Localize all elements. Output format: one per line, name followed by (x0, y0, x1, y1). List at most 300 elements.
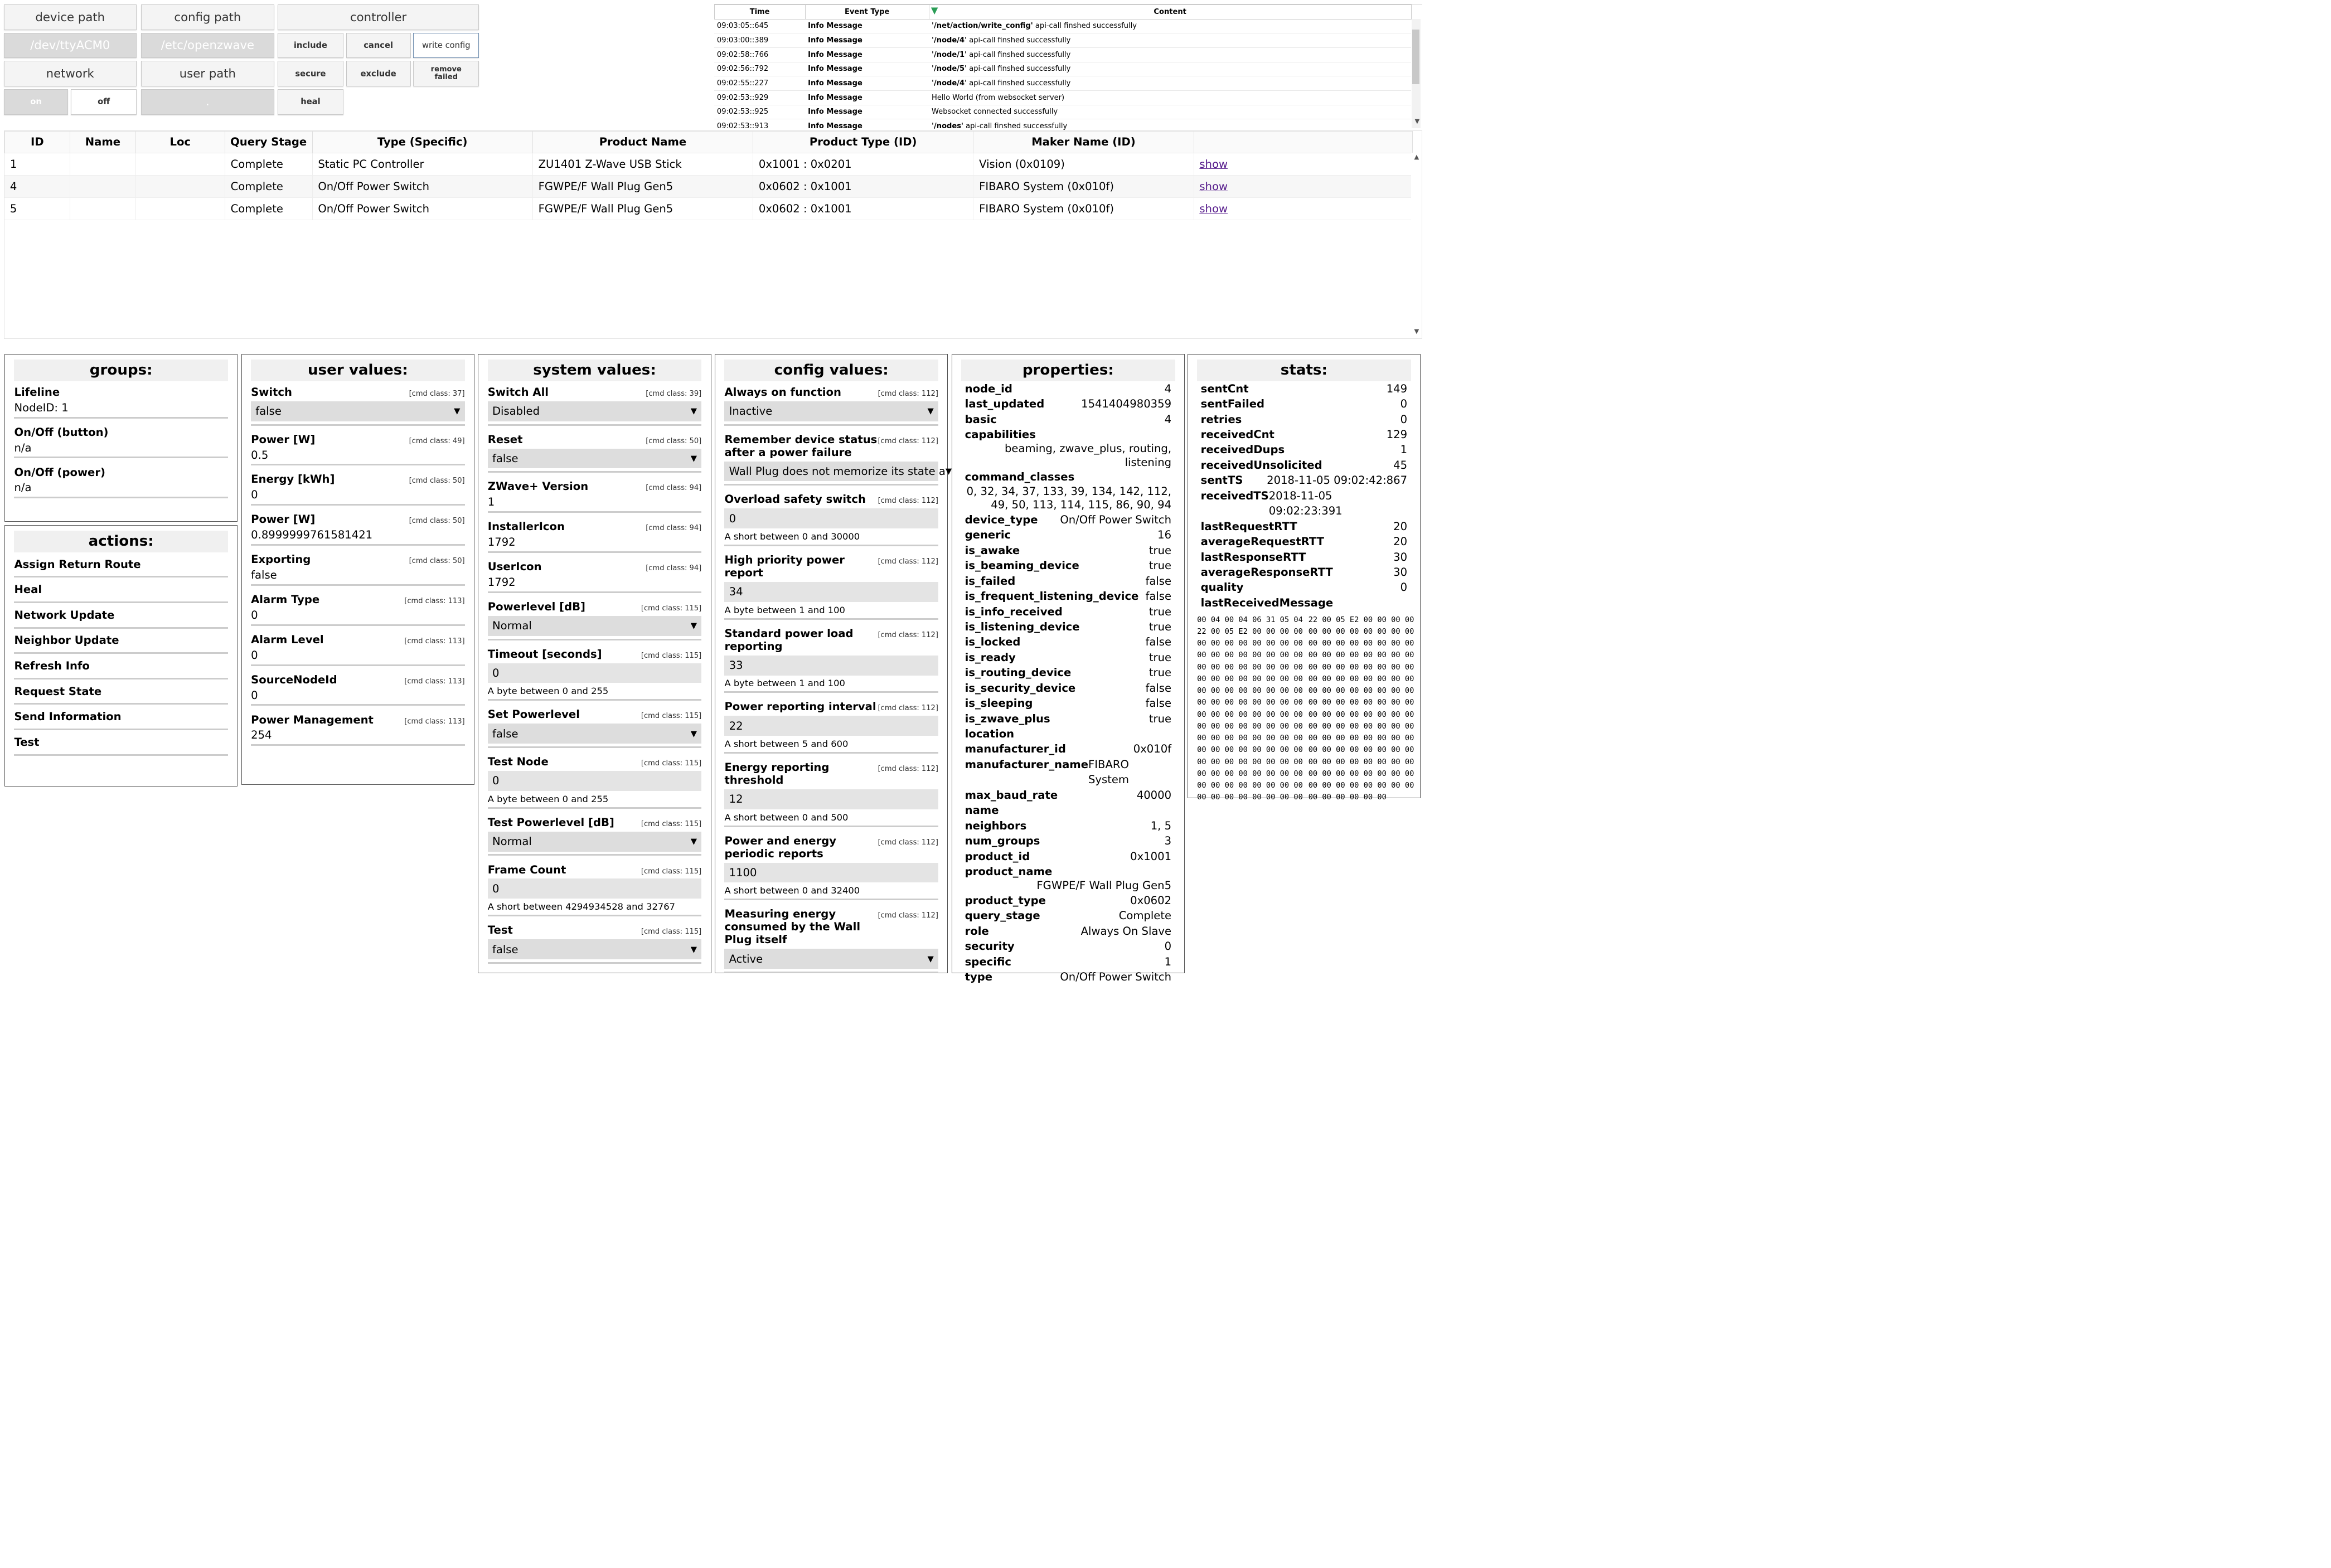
hex-line: 00 00 00 00 00 00 00 00 (1197, 757, 1303, 766)
network-label: network (4, 61, 137, 86)
value-select[interactable] (724, 401, 938, 421)
value-input[interactable]: 0 (488, 663, 701, 683)
value-input[interactable]: 0 (488, 771, 701, 791)
node-row[interactable] (4, 153, 1412, 175)
value-select[interactable] (488, 401, 701, 421)
value-input[interactable]: 0 (488, 878, 701, 899)
value-item (488, 648, 701, 701)
cmd-class: [cmd class: 50] (409, 557, 465, 566)
nodes-header[interactable] (1194, 131, 1412, 153)
log-content (929, 90, 1411, 105)
property-row (965, 757, 1171, 788)
value-item (488, 386, 701, 426)
node-cell: Static PC Controller (312, 153, 532, 175)
value-label: Energy [kWh] (251, 473, 335, 486)
value-select[interactable] (488, 449, 701, 469)
cmd-class: [cmd class: 94] (646, 524, 702, 533)
property-row (965, 924, 1171, 939)
log-event-type: Info Message (805, 19, 929, 33)
hex-line: 00 00 00 00 00 00 00 00 (1308, 639, 1414, 648)
value-input[interactable]: 0 (724, 508, 938, 528)
property-row (965, 589, 1171, 604)
nodes-header[interactable]: Name (70, 131, 136, 153)
user-values-panel (241, 354, 474, 785)
log-time: 09:03:05::645 (714, 19, 805, 33)
value-hint: A byte between 1 and 100 (724, 678, 845, 689)
include-button[interactable]: include (278, 33, 343, 59)
hex-line: 00 00 00 00 00 00 00 00 (1308, 757, 1414, 766)
node-cell: 0x0602 : 0x1001 (753, 175, 973, 197)
property-block-value: FGWPE/F Wall Plug Gen5 (1036, 879, 1172, 892)
action-send-information[interactable]: Send Information (14, 705, 227, 730)
system-values-panel (478, 354, 711, 973)
hex-line: 00 00 00 00 00 00 00 00 (1197, 721, 1303, 731)
log-row (714, 62, 1411, 76)
value-label-row (488, 648, 701, 661)
property-value: 40000 (1136, 788, 1172, 802)
stat-row (1201, 473, 1407, 488)
property-row (965, 893, 1171, 908)
property-row (965, 681, 1171, 696)
action-refresh-info[interactable]: Refresh Info (14, 654, 227, 679)
write-config-button[interactable]: write config (413, 33, 479, 59)
value-label: Overload safety switch (724, 493, 866, 506)
log-content-text: api-call finshed successfully (967, 36, 1071, 45)
log-content-path: '/net/action/write_config' (932, 22, 1033, 31)
property-value: 4 (1164, 412, 1172, 426)
scroll-down-icon[interactable]: ▼ (1414, 117, 1420, 125)
value-label-row (251, 593, 464, 606)
value-label: Energy reporting threshold (724, 761, 830, 787)
stat-key: averageResponseRTT (1200, 565, 1333, 579)
config-values-panel (715, 354, 952, 973)
sort-desc-icon: ▼ (931, 4, 938, 16)
log-header-time[interactable]: Time (714, 4, 805, 19)
stat-row (1201, 519, 1407, 534)
value-label-row (488, 386, 701, 399)
cancel-button[interactable]: cancel (346, 33, 411, 59)
value-label-row (724, 700, 938, 713)
property-value: true (1148, 605, 1172, 618)
exclude-button[interactable]: exclude (346, 61, 411, 86)
node-cell (135, 197, 225, 220)
value-label-row (251, 673, 464, 686)
property-key: is_awake (965, 543, 1020, 557)
show-node-link[interactable]: show (1199, 157, 1228, 171)
log-time: 09:02:58::766 (714, 47, 805, 62)
value-label-row (488, 560, 701, 573)
log-header-content[interactable] (929, 4, 1411, 19)
property-key: is_listening_device (965, 620, 1080, 633)
log-content-path: '/node/4' (932, 79, 967, 88)
stat-key: sentTS (1200, 474, 1243, 487)
hex-line: 00 00 00 00 00 00 00 00 (1308, 734, 1414, 743)
cmd-class: [cmd class: 94] (646, 484, 702, 493)
select-value: false (492, 452, 518, 465)
nodes-header[interactable]: Maker Name (ID) (973, 131, 1194, 153)
property-row (965, 512, 1171, 527)
value-label-row (251, 386, 464, 399)
cmd-class: [cmd class: 115] (641, 819, 702, 828)
property-value: true (1148, 620, 1172, 633)
property-key: is_security_device (965, 681, 1076, 695)
property-row (965, 574, 1171, 589)
cmd-class: [cmd class: 113] (404, 596, 465, 605)
log-content (929, 47, 1411, 62)
node-cell: Complete (225, 153, 312, 175)
value-text: 0.5 (251, 448, 269, 462)
show-node-link[interactable]: show (1199, 202, 1228, 215)
log-scroll-thumb[interactable] (1412, 30, 1419, 84)
controller-label: controller (278, 4, 479, 30)
value-item (488, 863, 701, 917)
property-value: 1 (1164, 955, 1172, 968)
property-key: manufacturer_id (965, 742, 1066, 756)
property-key: name (965, 804, 999, 817)
log-content-path: '/node/4' (932, 36, 967, 45)
property-key: manufacturer_name (965, 758, 1088, 771)
nodes-header[interactable]: Product Type (ID) (753, 131, 973, 153)
value-item (251, 593, 464, 626)
action-assign-return-route[interactable]: Assign Return Route (14, 552, 227, 578)
value-select[interactable] (488, 939, 701, 959)
log-content-text: api-call finshed successfully (967, 65, 1071, 74)
property-block-value: beaming, zwave_plus, routing, listening (1004, 442, 1172, 469)
stat-key: receivedUnsolicited (1200, 458, 1322, 472)
node-cell (1194, 153, 1412, 175)
remove-failed-button[interactable]: remove failed (413, 61, 479, 86)
value-input[interactable]: 12 (724, 789, 938, 809)
log-content (929, 19, 1411, 33)
stat-value: 30 (1393, 550, 1408, 564)
value-label-row (724, 627, 938, 653)
property-value: 0x1001 (1130, 849, 1172, 863)
property-row (965, 741, 1171, 756)
select-value: Inactive (729, 405, 773, 418)
value-item (488, 755, 701, 809)
property-value: 16 (1157, 528, 1172, 542)
cmd-class: [cmd class: 112] (878, 389, 938, 398)
nodes-header[interactable]: Type (Specific) (312, 131, 532, 153)
dropdown-arrow-icon: ▼ (945, 466, 952, 476)
stat-row (1201, 565, 1407, 580)
value-label-row (251, 553, 464, 566)
hex-line: 00 00 00 00 00 00 00 00 (1197, 781, 1303, 790)
groups-panel (4, 354, 238, 522)
stat-row (1201, 580, 1407, 595)
property-row (965, 665, 1171, 680)
nodes-header[interactable]: Loc (135, 131, 225, 153)
cmd-class: [cmd class: 113] (404, 717, 465, 726)
device-network-controls (4, 4, 137, 115)
cmd-class: [cmd class: 115] (641, 712, 702, 721)
stats-title: stats: (1197, 360, 1411, 381)
select-value: false (255, 405, 282, 418)
node-cell (135, 175, 225, 197)
value-label: Timeout [seconds] (487, 647, 602, 661)
stat-key: receivedCnt (1200, 428, 1274, 441)
log-event-type: Info Message (805, 33, 929, 48)
log-header-event-type[interactable]: Event Type (805, 4, 929, 19)
node-cell: 4 (4, 175, 70, 197)
nodes-header[interactable]: Query Stage (225, 131, 312, 153)
dropdown-arrow-icon: ▼ (690, 944, 697, 954)
log-row (714, 33, 1411, 48)
property-value: 3 (1164, 834, 1172, 848)
node-cell (135, 153, 225, 175)
property-row (965, 969, 1171, 984)
value-hint: A short between 0 and 500 (724, 812, 849, 823)
value-text: 0.8999999761581421 (251, 528, 373, 542)
value-label: Powerlevel [dB] (487, 600, 586, 613)
log-content-path: '/node/1' (932, 50, 967, 59)
config-path-label: config path (141, 4, 274, 30)
property-key: neighbors (965, 819, 1027, 832)
value-hint: A short between 5 and 600 (724, 739, 849, 750)
value-item (251, 713, 464, 746)
group-label: Lifeline (14, 385, 60, 399)
value-select[interactable] (251, 401, 464, 421)
controller-controls (278, 4, 479, 115)
node-cell (70, 153, 136, 175)
value-select[interactable] (724, 462, 952, 482)
cmd-class: [cmd class: 113] (404, 637, 465, 645)
user-values-title: user values: (251, 360, 464, 381)
properties-panel (952, 354, 1185, 984)
property-value: false (1145, 681, 1172, 695)
value-label-row (488, 520, 701, 533)
stat-row (1201, 427, 1407, 442)
cmd-class: [cmd class: 39] (646, 389, 702, 398)
property-key: command_classes (965, 470, 1075, 484)
group-value: NodeID: 1 (14, 401, 69, 414)
value-item (724, 761, 938, 827)
value-input[interactable]: 1100 (724, 863, 938, 883)
property-row (965, 619, 1171, 634)
value-input[interactable]: 34 (724, 582, 938, 602)
show-node-link[interactable]: show (1199, 179, 1228, 193)
property-row (965, 818, 1171, 833)
cmd-class: [cmd class: 112] (878, 911, 938, 920)
value-label: Measuring energy consumed by the Wall Plug itself (724, 907, 861, 946)
log-event-type: Info Message (805, 90, 929, 105)
property-value: FIBARO System (1088, 758, 1129, 787)
stats-panel (1188, 354, 1421, 802)
property-row (965, 396, 1171, 411)
stat-value: 20 (1393, 520, 1408, 533)
property-key: max_baud_rate (965, 788, 1058, 802)
node-row[interactable] (4, 197, 1412, 220)
property-row (965, 939, 1171, 954)
value-text: false (251, 569, 277, 582)
nodes-scrollbar[interactable] (1411, 153, 1422, 338)
property-key: query_stage (965, 909, 1040, 923)
groups-title: groups: (14, 360, 227, 381)
nodes-table (4, 130, 1423, 339)
group-item (14, 386, 227, 419)
value-item (251, 473, 464, 506)
value-select[interactable] (488, 724, 701, 744)
scroll-up-icon[interactable]: ▲ (1414, 152, 1419, 161)
value-select[interactable] (488, 832, 701, 852)
select-value: Disabled (492, 405, 540, 418)
group-value: n/a (14, 441, 32, 454)
nodes-header[interactable]: ID (4, 131, 70, 153)
property-value: true (1148, 650, 1172, 664)
property-key: product_name (965, 865, 1053, 878)
hex-line: 00 00 00 00 00 00 00 00 (1308, 686, 1414, 696)
value-item (251, 673, 464, 706)
device-path-field[interactable]: /dev/ttyACM0 (4, 33, 137, 59)
value-hint: A byte between 1 and 100 (724, 604, 845, 615)
value-label-row (488, 433, 701, 446)
value-label-row (251, 433, 464, 446)
property-value: 0x0602 (1130, 894, 1172, 907)
scroll-down-icon[interactable]: ▼ (1414, 327, 1419, 336)
property-value: 1, 5 (1150, 819, 1172, 832)
hex-line: 00 00 00 00 00 00 00 00 (1308, 781, 1414, 790)
log-content-path: '/node/5' (932, 65, 967, 74)
node-row[interactable] (4, 175, 1412, 197)
log-content-text: api-call finshed successfully (963, 122, 1068, 130)
node-cell: 0x1001 : 0x0201 (753, 153, 973, 175)
node-cell: Vision (0x0109) (973, 153, 1194, 175)
value-label-row (251, 713, 464, 726)
hex-line: 00 00 00 00 00 00 00 00 (1308, 662, 1414, 672)
property-key: location (965, 727, 1015, 740)
dropdown-arrow-icon: ▼ (927, 954, 934, 964)
stat-row (1201, 442, 1407, 457)
value-label-row (251, 633, 464, 646)
log-row (714, 105, 1411, 119)
network-off-button[interactable]: off (71, 89, 137, 115)
node-cell: 5 (4, 197, 70, 220)
value-text: 0 (251, 608, 258, 622)
value-input[interactable]: 22 (724, 716, 938, 736)
network-on-button[interactable]: on (4, 89, 69, 115)
value-label: InstallerIcon (487, 520, 565, 533)
action-network-update[interactable]: Network Update (14, 603, 227, 629)
group-label: On/Off (button) (14, 425, 109, 439)
dropdown-arrow-icon: ▼ (690, 837, 697, 847)
user-path-field[interactable]: . (141, 89, 274, 115)
property-row (965, 543, 1171, 558)
cmd-class: [cmd class: 112] (878, 838, 938, 847)
property-key: is_info_received (965, 605, 1063, 618)
value-label-row (724, 554, 938, 579)
log-event-type: Info Message (805, 47, 929, 62)
stat-key: averageRequestRTT (1200, 535, 1325, 548)
select-value: false (492, 727, 518, 740)
property-key: is_beaming_device (965, 559, 1079, 572)
path-controls (141, 4, 274, 115)
group-value: n/a (14, 481, 32, 494)
value-item (488, 924, 701, 964)
stat-value: 2018-11-05 09:02:23:391 (1268, 489, 1343, 518)
cmd-class: [cmd class: 49] (409, 436, 465, 445)
property-key: specific (965, 955, 1012, 968)
node-cell: 1 (4, 153, 70, 175)
property-row (965, 954, 1171, 969)
select-value: Wall Plug does not memorize its state a (729, 464, 946, 478)
property-value: 0 (1164, 940, 1172, 953)
property-key: is_zwave_plus (965, 712, 1050, 725)
nodes-header[interactable]: Product Name (532, 131, 753, 153)
stat-key: sentCnt (1200, 382, 1249, 395)
value-label-row (488, 600, 701, 613)
cmd-class: [cmd class: 112] (878, 557, 938, 566)
cmd-class: [cmd class: 115] (641, 928, 702, 936)
property-row (965, 427, 1171, 442)
value-label: Test Node (487, 755, 549, 769)
action-heal[interactable]: Heal (14, 577, 227, 603)
value-label-row (251, 473, 464, 486)
value-label-row (488, 863, 701, 876)
stat-row (1201, 534, 1407, 549)
property-row (965, 803, 1171, 818)
action-neighbor-update[interactable]: Neighbor Update (14, 629, 227, 654)
property-key: product_id (965, 849, 1030, 863)
cmd-class: [cmd class: 50] (409, 477, 465, 486)
property-value: 0x010f (1133, 742, 1172, 756)
event-log (714, 4, 1423, 129)
action-request-state[interactable]: Request State (14, 679, 227, 705)
hex-line: 00 00 00 00 00 00 00 00 (1308, 698, 1414, 707)
property-value: On/Off Power Switch (1060, 970, 1172, 984)
device-path-label: device path (4, 4, 137, 30)
secure-button[interactable]: secure (278, 61, 343, 86)
config-path-field[interactable]: /etc/openzwave (141, 33, 274, 59)
stat-key: receivedDups (1200, 443, 1285, 457)
log-header-content-label: Content (1154, 7, 1186, 16)
value-text: 254 (251, 729, 272, 742)
property-row (965, 726, 1171, 741)
property-key: node_id (965, 382, 1012, 395)
node-cell: On/Off Power Switch (312, 175, 532, 197)
stat-key: retries (1200, 412, 1242, 426)
value-text: 0 (251, 648, 258, 662)
value-label: Power and energy periodic reports (724, 834, 836, 860)
action-test[interactable]: Test (14, 730, 227, 756)
hex-line: 00 00 00 00 00 00 (1308, 793, 1387, 802)
value-select[interactable] (724, 949, 938, 969)
value-text: 1792 (487, 575, 516, 589)
system-values-title: system values: (488, 360, 701, 381)
cmd-class: [cmd class: 50] (409, 517, 465, 526)
log-scrollbar[interactable] (1412, 19, 1421, 128)
value-hint: A short between 4294934528 and 32767 (487, 901, 676, 912)
property-row (965, 469, 1171, 484)
property-value: true (1148, 559, 1172, 572)
hex-line: 00 00 00 00 00 00 00 00 (1197, 686, 1303, 696)
stat-value: 1 (1400, 443, 1408, 457)
hex-line: 22 00 05 E2 00 00 00 00 (1197, 627, 1303, 637)
value-item (251, 513, 464, 546)
value-text: 0 (251, 488, 258, 502)
stat-value: 20 (1393, 535, 1408, 548)
stat-value: 45 (1393, 458, 1408, 472)
heal-button[interactable]: heal (278, 89, 343, 115)
value-label: High priority power report (724, 554, 845, 580)
value-label: Power [W] (251, 513, 316, 526)
value-input[interactable]: 33 (724, 656, 938, 676)
property-key: num_groups (965, 834, 1040, 848)
hex-line: 00 00 00 00 00 00 00 00 (1308, 627, 1414, 637)
dropdown-arrow-icon: ▼ (690, 621, 697, 631)
value-select[interactable] (488, 616, 701, 636)
stat-key: lastResponseRTT (1200, 550, 1306, 564)
value-label-row (724, 386, 938, 399)
